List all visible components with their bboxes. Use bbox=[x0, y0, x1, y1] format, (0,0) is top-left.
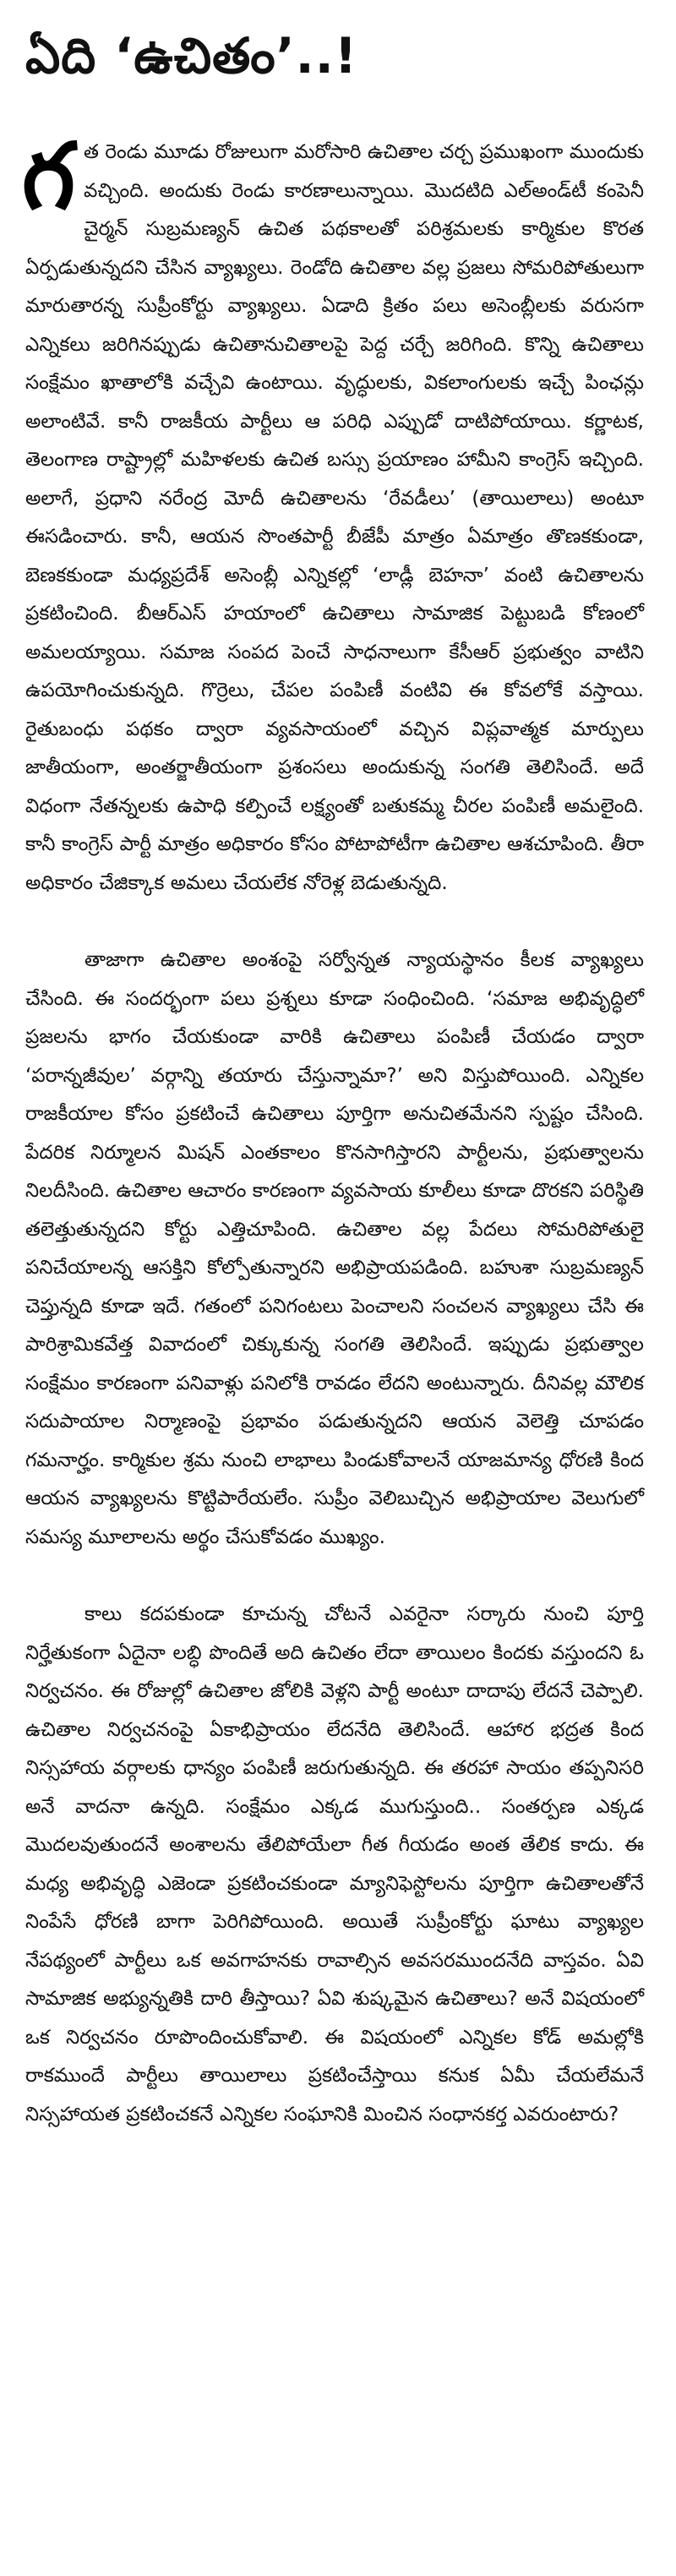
article-body bbox=[22, 123, 644, 2134]
paragraph-1-text: త రెండు మూడు రోజులుగా మరోసారి ఉచితాల చర్చ ప్రముఖంగా ముందుకు వచ్చింది. అందుకు రెండు కారణాలున్నాయి. మొదటిది ఎల్‌అండ్‌టీ కంపెనీ చైర్మన్‌ సుబ్రమణ్యన్‌ ఉచిత పథకాలతో పరిశ్రమలకు కార్మికుల కొరత ఏర్పడుతున్నదని చేసిన వ్యాఖ్యలు. రెండోది ఉచితాల వల్ల ప్రజలు సోమరిపోతులుగా మారుతారన్న సుప్రీంకోర్టు వ్యాఖ్యలు. ఏడాది క్రితం పలు అసెంబ్లీలకు వరుసగా ఎన్నికలు జరిగినప్పుడు ఉచితానుచితాలపై పెద్ద చర్చే జరిగింది. కొన్ని ఉచితాలు సంక్షేమం ఖాతాలోకి వచ్చేవి ఉంటాయి. వృద్ధులకు, వికలాంగులకు ఇచ్చే పింఛన్లు అలాంటివే. కానీ రాజకీయ పార్టీలు ఆ పరిధి ఎప్పుడో దాటిపోయాయి. కర్ణాటక, తెలంగాణ రాష్ట్రాల్లో మహిళలకు ఉచిత బస్సు ప్రయాణం హామీని కాంగ్రెస్‌ ఇచ్చింది. అలాగే, ప్రధాని నరేంద్ర మోదీ ఉచితాలను ‘రేవడీలు’ (తాయిలాలు) అంటూ ఈసడించారు. కానీ, ఆయన సొంతపార్టీ బీజేపీ మాత్రం ఏమాత్రం తొణకకుండా, బెణకకుండా మధ్యప్రదేశ్‌ అసెంబ్లీ ఎన్నికల్లో ‘లాడ్లీ బెహనా’ వంటి ఉచితాలను ప్రకటించింది. బీఆర్‌ఎస్‌ హయాంలో ఉచితాలు సామాజిక పెట్టుబడి కోణంలో అమలయ్యాయి. సమాజ సంపద పెంచే సాధనాలుగా కేసీఆర్‌ ప్రభుత్వం వాటిని ఉపయోగించుకున్నది. గొర్రెలు, చేపల పంపిణీ వంటివి ఈ కోవలోకే వస్తాయి. రైతుబంధు పథకం ద్వారా వ్యవసాయంలో వచ్చిన విప్లవాత్మక మార్పులు జాతీయంగా, అంతర్జాతీయంగా ప్రశంసలు అందుకున్న సంగతి తెలిసిందే. అదే విధంగా నేతన్నలకు ఉపాధి కల్పించే లక్ష్యంతో బతుకమ్మ చీరల పంపిణీ అమలైంది. కానీ కాంగ్రెస్‌ పార్టీ మాత్రం అధికారం కోసం పోటాపోటీగా ఉచితాల ఆశచూపింది. తీరా అధికారం చేజిక్కాక అమలు చేయలేక నోరెళ్ల బెడుతున్నది. bbox=[25, 141, 644, 894]
article-headline: ఏది ‘ఉచితం’..! bbox=[25, 27, 358, 85]
article-paragraph-3: కాలు కదపకుండా కూచున్న చోటనే ఎవరైనా సర్కారు నుంచి పూర్తి నిర్హేతుకంగా ఏదైనా లబ్ధి పొందితే అది ఉచితం లేదా తాయిలం కిందకు వస్తుందని ఓ నిర్వచనం. ఈ రోజుల్లో ఉచితాల జోలికి వెళ్లని పార్టీ అంటూ దాదాపు లేదనే చెప్పాలి. ఉచితాల నిర్వచనంపై ఏకాభిప్రాయం లేదనేది తెలిసిందే. ఆహార భద్రత కింద నిస్సహాయ వర్గాలకు ధాన్యం పంపిణీ జరుగుతున్నది. ఈ తరహా సాయం తప్పనిసరి అనే వాదనా ఉన్నది. సంక్షేమం ఎక్కడ ముగుస్తుంది.. సంతర్పణ ఎక్కడ మొదలవుతుందనే అంశాలను తేలిపోయేలా గీత గీయడం అంత తేలిక కాదు. ఈ మధ్య అభివృద్ధి ఎజెండా ప్రకటించకుండా మ్యానిఫెస్టోలను పూర్తిగా ఉచితాలతోనే నింపేసే ధోరణి బాగా పెరిగిపోయింది. అయితే సుప్రీంకోర్టు ఘాటు వ్యాఖ్యల నేపథ్యంలో పార్టీలు ఒక అవగాహనకు రావాల్సిన అవసరముందనేది వాస్తవం. ఏవి సామాజిక అభ్యున్నతికి దారి తీస్తాయి? ఏవి శుష్కమైన ఉచితాలు? అనే విషయంలో ఒక నిర్వచనం రూపొందించుకోవాలి. ఈ విషయంలో ఎన్నికల కోడ్‌ అమల్లోకి రాకముందే పార్టీలు తాయిలాలు ప్రకటించేస్తాయి కనుక ఏమీ చేయలేమనే నిస్సహాయత ప్రకటించకనే ఎన్నికల సంఘానికి మించిన సంధానకర్త ఎవరుంటారు? bbox=[25, 1603, 644, 2126]
article-paragraph-2: తాజాగా ఉచితాల అంశంపై సర్వోన్నత న్యాయస్థానం కీలక వ్యాఖ్యలు చేసింది. ఈ సందర్భంగా పలు ప్రశ్నలు కూడా సంధించింది. ‘సమాజ అభివృద్ధిలో ప్రజలను భాగం చేయకుండా వారికి ఉచితాలు పంపిణీ చేయడం ద్వారా ‘పరాన్నజీవుల’ వర్గాన్ని తయారు చేస్తున్నామా?’ అని విస్తుపోయింది. ఎన్నికల రాజకీయాల కోసం ప్రకటించే ఉచితాలు పూర్తిగా అనుచితమేనని స్పష్టం చేసింది. పేదరిక నిర్మూలన మిషన్‌ ఎంతకాలం కొనసాగిస్తారని పార్టీలను, ప్రభుత్వాలను నిలదీసింది. ఉచితాల ఆచారం కారణంగా వ్యవసాయ కూలీలు కూడా దొరకని పరిస్థితి తలెత్తుతున్నదని కోర్టు ఎత్తిచూపింది. ఉచితాల వల్ల పేదలు సోమరిపోతులై పనిచేయాలన్న ఆసక్తిని కోల్పోతున్నారని అభిప్రాయపడింది. బహుశా సుబ్రమణ్యన్‌ చెప్తున్నది కూడా ఇదే. గతంలో పనిగంటలు పెంచాలని సంచలన వ్యాఖ్యలు చేసి ఈ పారిశ్రామికవేత్త వివాదంలో చిక్కుకున్న సంగతి తెలిసిందే. ఇప్పుడు ప్రభుత్వాల సంక్షేమం కారణంగా పనివాళ్లు పనిలోకి రావడం లేదని అంటున్నారు. దీనివల్ల మౌలిక సదుపాయాల నిర్మాణంపై ప్రభావం పడుతున్నదని ఆయన వెలెత్తి చూపడం గమనార్హం. కార్మికుల శ్రమ నుంచి లాభాలు పిండుకోవాలనే యాజమాన్య ధోరణి కింద ఆయన వ్యాఖ్యలను కొట్టిపారేయలేం. సుప్రీం వెలిబుచ్చిన అభిప్రాయాల వెలుగులో సమస్య మూలాలను అర్థం చేసుకోవడం ముఖ్యం. bbox=[25, 949, 644, 1548]
article-paragraph-1 bbox=[22, 123, 644, 903]
drop-cap: గ bbox=[22, 123, 75, 230]
